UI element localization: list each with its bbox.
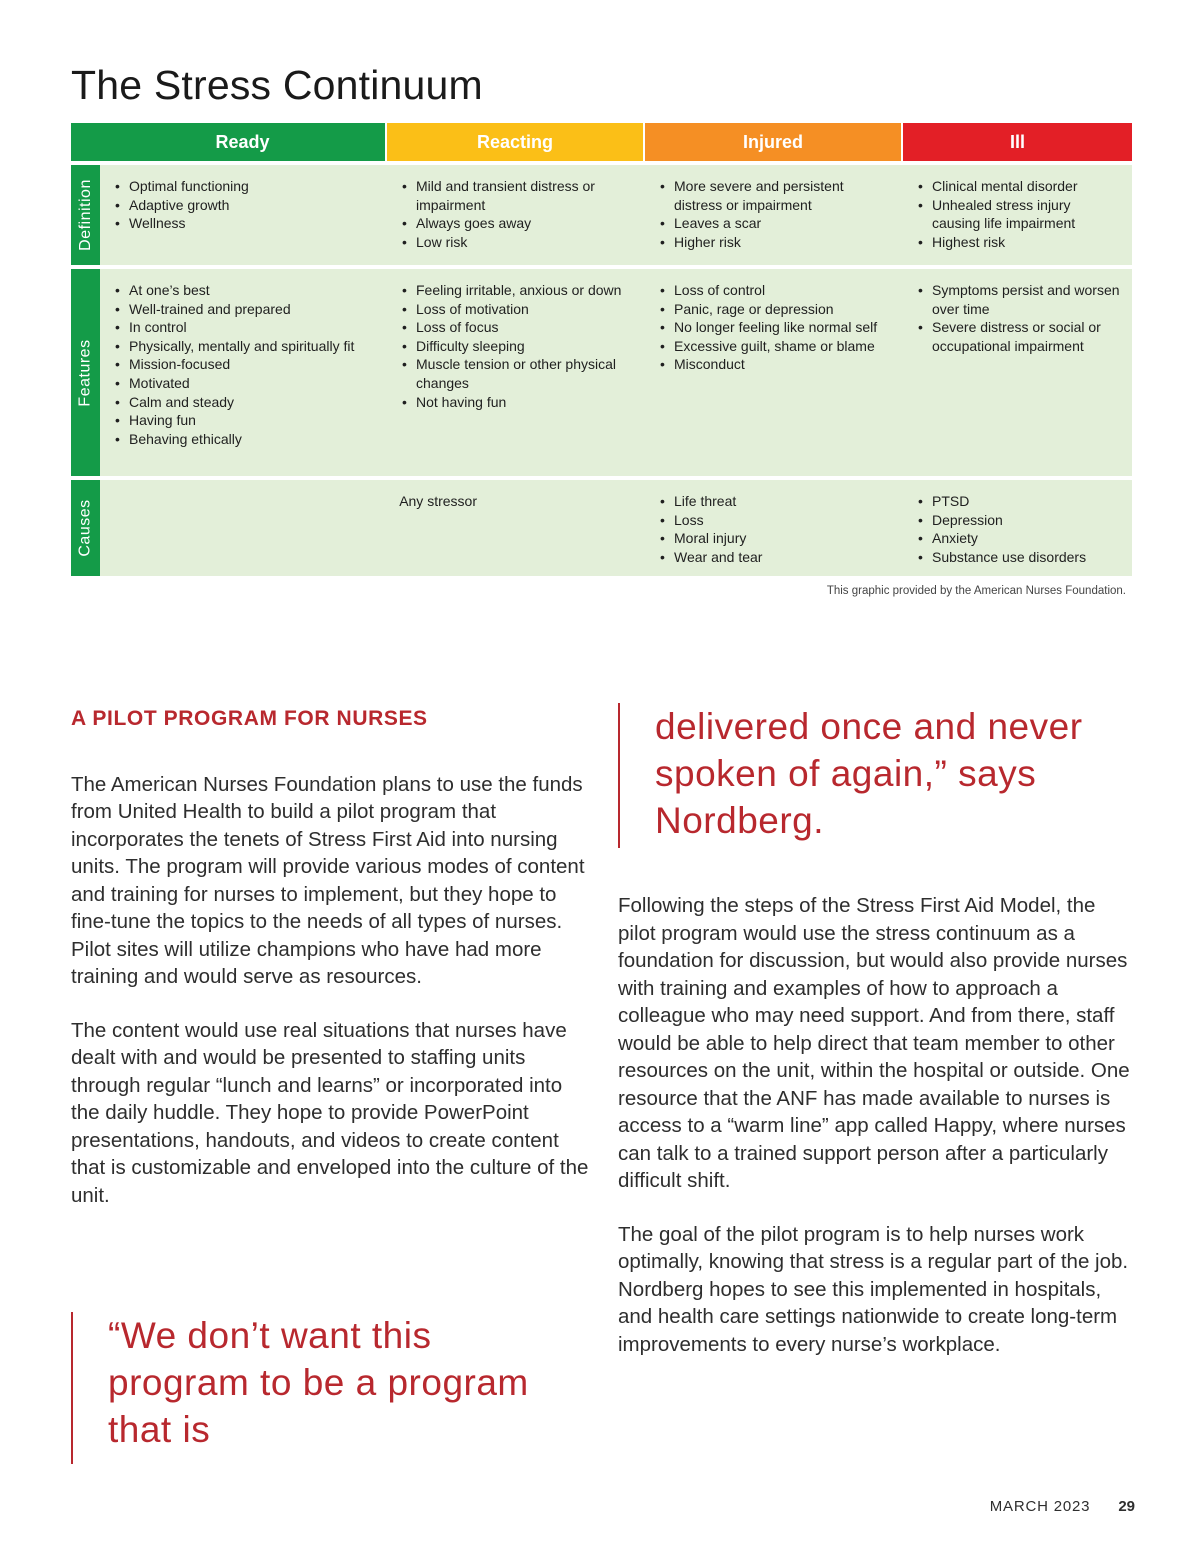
bullet-item: • Adaptive growth bbox=[115, 196, 377, 215]
bullet-item: • Always goes away bbox=[402, 214, 635, 233]
article-left-column bbox=[71, 705, 591, 1209]
page-title: The Stress Continuum bbox=[71, 62, 483, 108]
bullet-item: • Excessive guilt, shame or blame bbox=[660, 337, 893, 356]
bullet-item: • Wear and tear bbox=[660, 548, 893, 567]
causes-any-stressor: Any stressor bbox=[399, 493, 477, 509]
bullet-item: • Wellness bbox=[115, 214, 377, 233]
row-label-features: Features bbox=[71, 269, 100, 476]
bullet-item: • Depression bbox=[918, 511, 1122, 530]
bullet-item: • Behaving ethically bbox=[115, 430, 377, 449]
causes-ill-cell bbox=[903, 480, 1132, 576]
bullet-item: • Life threat bbox=[660, 492, 893, 511]
pull-quote-part-2: delivered once and never spoken of again,” says Nordberg. bbox=[618, 703, 1118, 848]
bullet-item: • Optimal functioning bbox=[115, 177, 377, 196]
bullet-item: • Higher risk bbox=[660, 233, 893, 252]
row-label-definition: Definition bbox=[71, 165, 100, 265]
bullet-item: • No longer feeling like normal self bbox=[660, 318, 893, 337]
issue-date: MARCH 2023 bbox=[989, 1498, 1091, 1515]
bullet-item: • Moral injury bbox=[660, 529, 893, 548]
column-injured: Injured bbox=[645, 123, 903, 161]
bullet-item: • Misconduct bbox=[660, 355, 893, 374]
causes-row bbox=[71, 480, 1132, 576]
article-right-column bbox=[618, 892, 1138, 1358]
column-reacting: Reacting bbox=[387, 123, 645, 161]
bullet-item: • Mission-focused bbox=[115, 355, 377, 374]
bullet-item: • Loss of focus bbox=[402, 318, 635, 337]
bullet-item: • Mild and transient distress or impairment bbox=[402, 177, 635, 214]
bullet-item: • Loss of control bbox=[660, 281, 893, 300]
definition-row bbox=[71, 165, 1132, 265]
bullet-item: • Motivated bbox=[115, 374, 377, 393]
paragraph: Following the steps of the Stress First Aid Model, the pilot program would use the stress continuum as a foundation for discussion, but would also provide nurses with training and examples of how to approach a colleague who may need support. And from there, staff would be able to help direct that team member to other resources on the unit, within the hospital or outside. One resource that the ANF has made available to nurses is access to a “warm line” app called Happy, where nurses can talk to a trained support person after a particularly difficult shift. bbox=[618, 894, 1130, 1192]
bullet-item: • Low risk bbox=[402, 233, 635, 252]
bullet-item: • Anxiety bbox=[918, 529, 1122, 548]
section-heading: A PILOT PROGRAM FOR NURSES bbox=[71, 707, 428, 730]
bullet-item: • Having fun bbox=[115, 411, 377, 430]
features-reacting-cell bbox=[387, 269, 645, 476]
definition-ready-cell bbox=[100, 165, 387, 265]
definition-injured-cell bbox=[645, 165, 903, 265]
column-ill: Ill bbox=[903, 123, 1132, 161]
column-ready: Ready bbox=[100, 123, 387, 161]
bullet-item: • Substance use disorders bbox=[918, 548, 1122, 567]
paragraph: The goal of the pilot program is to help nurses work optimally, knowing that stress is a regular part of the job. Nordberg hopes to see this implemented in hospitals, and health care settings nationwide to create long-term improvements to every nurse’s workplace. bbox=[618, 1222, 1129, 1356]
bullet-item: • More severe and persistent distress or impairment bbox=[660, 177, 893, 214]
bullet-item: • Not having fun bbox=[402, 393, 635, 412]
bullet-item: • Physically, mentally and spiritually fit bbox=[115, 337, 377, 356]
header-corner bbox=[71, 123, 100, 161]
bullet-item: • Symptoms persist and worsen over time bbox=[918, 281, 1122, 318]
bullet-item: • Unhealed stress injury causing life impairment bbox=[918, 196, 1122, 233]
row-label-causes: Causes bbox=[71, 480, 100, 576]
features-injured-cell bbox=[645, 269, 903, 476]
pull-quote-part-1: “We don’t want this program to be a program that is bbox=[71, 1312, 551, 1464]
bullet-item: • Leaves a scar bbox=[660, 214, 893, 233]
causes-injured-cell bbox=[645, 480, 903, 576]
bullet-item: • Panic, rage or depression bbox=[660, 300, 893, 319]
bullet-item: • Loss bbox=[660, 511, 893, 530]
bullet-item: • Loss of motivation bbox=[402, 300, 635, 319]
bullet-item: • Clinical mental disorder bbox=[918, 177, 1122, 196]
graphic-credit: This graphic provided by the American Nurses Foundation. bbox=[826, 585, 1126, 597]
bullet-item: • PTSD bbox=[918, 492, 1122, 511]
page-number: 29 bbox=[1118, 1498, 1135, 1515]
continuum-header-row bbox=[71, 123, 1132, 161]
stress-continuum-table bbox=[71, 123, 1132, 576]
bullet-item: • Muscle tension or other physical changes bbox=[402, 355, 635, 392]
bullet-item: • Severe distress or social or occupational impairment bbox=[918, 318, 1122, 355]
features-ready-cell bbox=[100, 269, 387, 476]
bullet-item: • Well-trained and prepared bbox=[115, 300, 377, 319]
bullet-item: • Feeling irritable, anxious or down bbox=[402, 281, 635, 300]
paragraph: The content would use real situations that nurses have dealt with and would be presented to staffing units through regular “lunch and learns” or incorporated into the daily huddle. They hope to provide PowerPoint presentations, handouts, and videos to create content that is customizable and enveloped into the culture of the unit. bbox=[71, 1018, 589, 1207]
bullet-item: • At one’s best bbox=[115, 281, 377, 300]
page-footer bbox=[990, 1498, 1135, 1515]
features-row bbox=[71, 269, 1132, 476]
bullet-item: • In control bbox=[115, 318, 377, 337]
bullet-item: • Calm and steady bbox=[115, 393, 377, 412]
definition-ill-cell bbox=[903, 165, 1132, 265]
bullet-item: • Difficulty sleeping bbox=[402, 337, 635, 356]
paragraph: The American Nurses Foundation plans to use the funds from United Health to build a pilot program that incorporates the tenets of Stress First Aid into nursing units. The program will provide various modes of content and training for nurses to implement, but they hope to fine-tune the topics to the needs of all types of nurses. Pilot sites will utilize champions who have had more training and would serve as resources. bbox=[71, 772, 585, 988]
definition-reacting-cell bbox=[387, 165, 645, 265]
bullet-item: • Highest risk bbox=[918, 233, 1122, 252]
features-ill-cell bbox=[903, 269, 1132, 476]
